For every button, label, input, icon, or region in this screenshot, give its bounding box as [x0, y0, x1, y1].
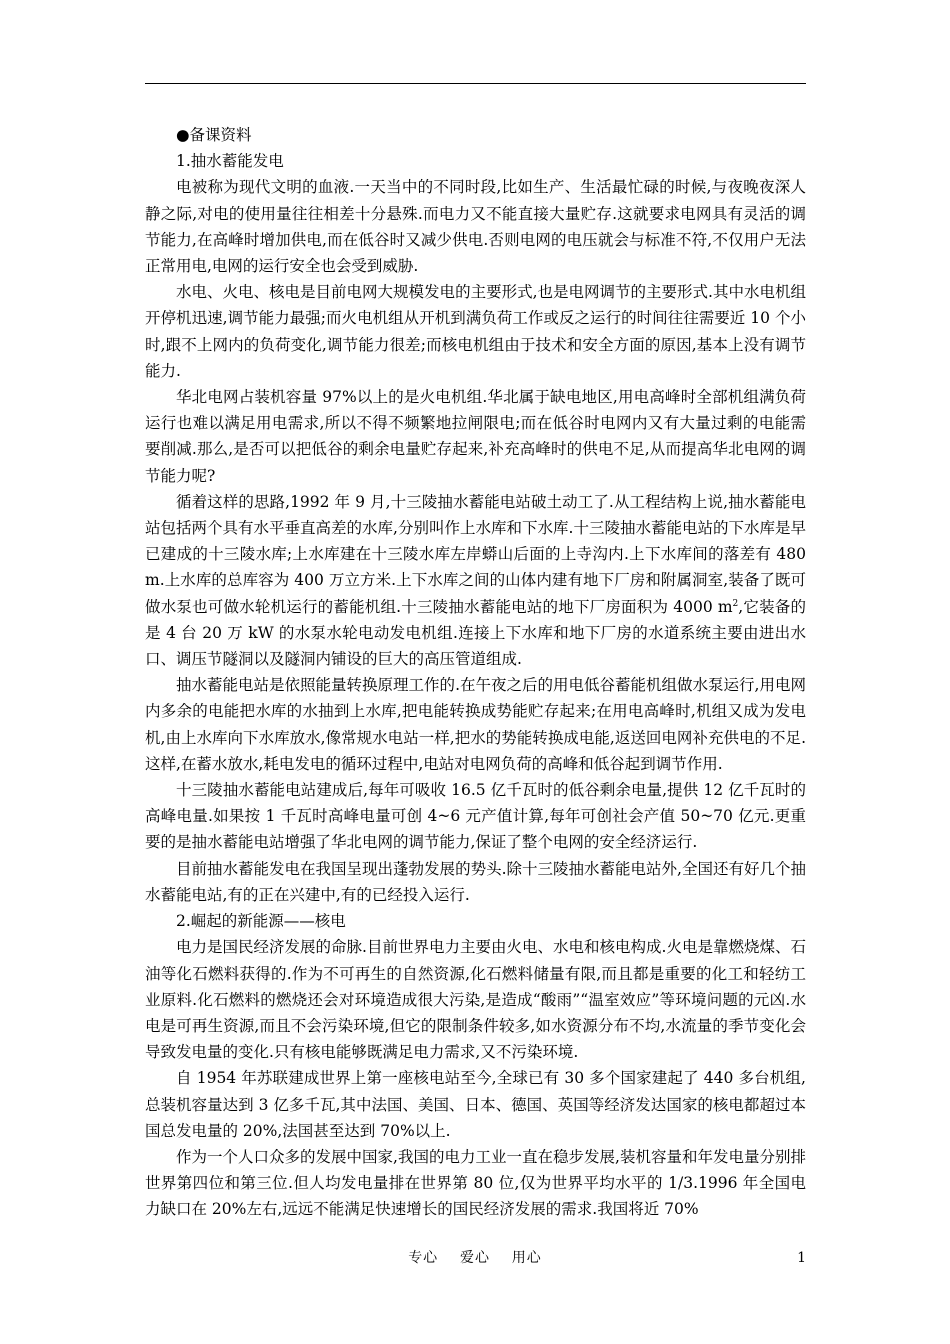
paragraph: 自 1954 年苏联建成世界上第一座核电站至今,全球已有 30 多个国家建起了 440 多台机组,总装机容量达到 3 亿多千瓦,其中法国、美国、日本、德国、英国等经济发达国家的核电都超过本国总发电量的 20%,法国甚至达到 70%以上. [145, 1069, 806, 1140]
document-body [145, 122, 806, 1223]
paragraph: 水电、火电、核电是目前电网大规模发电的主要形式,也是电网调节的主要形式.其中水电机组开停机迅速,调节能力最强;而火电机组从开机到满负荷工作或反之运行的时间往往需要近 10 个小时,跟不上网内的负荷变化,调节能力很差;而核电机组由于技术和安全方面的原因,基本上没有调节能力. [145, 283, 806, 380]
paragraph: 作为一个人口众多的发展中国家,我国的电力工业一直在稳步发展,装机容量和年发电量分别排世界第四位和第三位.但人均发电量排在世界第 80 位,仅为世界平均水平的 1/3.1996 年全国电力缺口在 20%左右,远远不能满足快速增长的国民经济发展的需求.我国将近 70% [145, 1147, 806, 1219]
paragraph [145, 489, 806, 672]
paragraph-text: ,它装备的是 4 台 20 万 kW 的水泵水轮电动发电机组.连接上下水库和地下厂房的水道系统主要由进出水口、调压节隧洞以及隧洞内铺设的巨大的高压管道组成. [145, 597, 806, 669]
page-number: 1 [797, 1250, 806, 1266]
paragraph: 目前抽水蓄能发电在我国呈现出蓬勃发展的势头.除十三陵抽水蓄能电站外,全国还有好几个抽水蓄能电站,有的正在兴建中,有的已经投入运行. [145, 859, 806, 904]
header-rule [145, 83, 806, 84]
paragraph: 电被称为现代文明的血液.一天当中的不同时段,比如生产、生活最忙碌的时候,与夜晚夜深人静之际,对电的使用量往往相差十分悬殊.而电力又不能直接大量贮存.这就要求电网具有灵活的调节能力,在高峰时增加供电,而在低谷时又减少供电.否则电网的电压就会与标准不符,不仅用户无法正常用电,电网的运行安全也会受到威胁. [145, 178, 806, 276]
paragraph: 十三陵抽水蓄能电站建成后,每年可吸收 16.5 亿千瓦时的低谷剩余电量,提供 12 亿千瓦时的高峰电量.如果按 1 千瓦时高峰电量可创 4~6 元产值计算,每年可创社会产值 50~70 亿元.更重要的是抽水蓄能电站增强了华北电网的调节能力,保证了整个电网的安全经济运行. [145, 781, 806, 852]
paragraph: 华北电网占装机容量 97%以上的是火电机组.华北属于缺电地区,用电高峰时全部机组满负荷运行也难以满足用电需求,所以不得不频繁地拉闸限电;而在低谷时电网内又有大量过剩的电能需要削减.那么,是否可以把低谷的剩余电量贮存起来,补充高峰时的供电不足,从而提高华北电网的调节能力呢? [145, 388, 806, 485]
paragraph-text: 循着这样的思路,1992 年 9 月,十三陵抽水蓄能电站破土动工了.从工程结构上说,抽水蓄能电站包括两个具有水平垂直高差的水库,分别叫作上水库和下水库.十三陵抽水蓄能电站的下水库是早已建成的十三陵水库;上水库建在十三陵水库左岸蟒山后面的上寺沟内.上下水库间的落差有 480 m.上水库的总库容为 400 万立方米.上下水库之间的山体内建有地下厂房和附属洞室,装备了既可做水泵也可做水轮机运行的蓄能机组.十三陵抽水蓄能电站的地下厂房面积为 4000 m [145, 492, 806, 616]
paragraph: 电力是国民经济发展的命脉.目前世界电力主要由火电、水电和核电构成.火电是靠燃烧煤、石油等化石燃料获得的.作为不可再生的自然资源,化石燃料储量有限,而且都是重要的化工和轻纺工业原料.化石燃料的燃烧还会对环境造成很大污染,是造成“酸雨”“温室效应”等环境问题的元凶.水电是可再生资源,而且不会污染环境,但它的限制条件较多,如水资源分布不均,水流量的季节变化会导致发电量的变化.只有核电能够既满足电力需求,又不污染环境. [145, 938, 806, 1062]
section-title-pumped-storage: 1.抽水蓄能发电 [176, 152, 284, 171]
footer-motto: 专心 爱心 用心 [408, 1250, 542, 1266]
section-marker: ●备课资料 [176, 126, 252, 144]
superscript: 2 [732, 598, 739, 609]
section-title-nuclear: 2.崛起的新能源——核电 [176, 912, 346, 931]
paragraph: 抽水蓄能电站是依照能量转换原理工作的.在午夜之后的用电低谷蓄能机组做水泵运行,用电网内多余的电能把水库的水抽到上水库,把电能转换成势能贮存起来;在用电高峰时,机组又成为发电机,由上水库向下水库放水,像常规水电站一样,把水的势能转换成电能,返送回电网补充供电的不足.这样,在蓄水放水,耗电发电的循环过程中,电站对电网负荷的高峰和低谷起到调节作用. [145, 676, 806, 773]
